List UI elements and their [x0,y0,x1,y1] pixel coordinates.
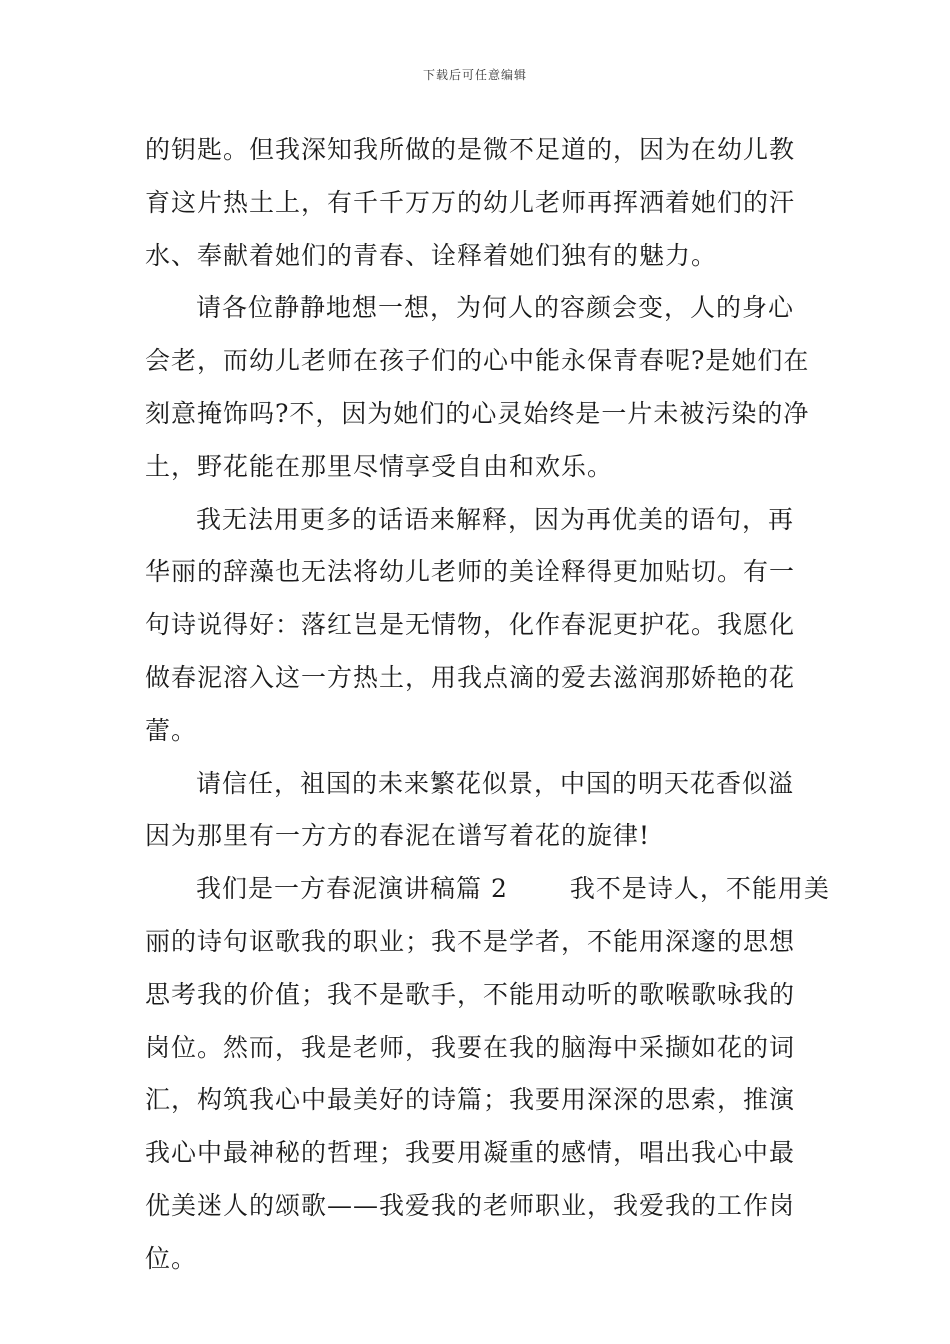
text-line: 会老，而幼儿老师在孩子们的心中能永保青春呢?是她们在 [145,346,810,376]
section-first-text: 我不是诗人，不能用美 [569,874,830,904]
text-line: 我心中最神秘的哲理；我要用凝重的感情，唱出我心中最 [145,1138,796,1168]
text-line: 刻意掩饰吗?不，因为她们的心灵始终是一片未被污染的净 [145,398,810,428]
text-line: 土，野花能在那里尽情享受自由和欢乐。 [145,451,614,481]
text-line: 水、奉献着她们的青春、诠释着她们独有的魅力。 [145,240,718,270]
text-line: 因为那里有一方方的春泥在谱写着花的旋律! [145,821,651,851]
text-line: 岗位。然而，我是老师，我要在我的脑海中采撷如花的词 [145,1032,796,1062]
text-line: 育这片热土上，有千千万万的幼儿老师再挥洒着她们的汗 [145,187,796,217]
text-line: 句诗说得好：落红岂是无情物，化作春泥更护花。我愿化 [145,610,796,640]
text-line: 位。 [145,1243,198,1273]
text-line: 思考我的价值；我不是歌手，不能用动听的歌喉歌咏我的 [145,979,796,1009]
paragraph-start-line: 请信任，祖国的未来繁花似景，中国的明天花香似溢 [196,768,795,798]
document-body [145,124,830,1286]
text-line: 蕾。 [145,715,198,745]
text-line: 汇，构筑我心中最美好的诗篇；我要用深深的思索，推演 [145,1085,796,1115]
section-heading: 我们是一方春泥演讲稿篇 2 [196,874,508,904]
paragraph-start-line: 我无法用更多的话语来解释，因为再优美的语句，再 [196,504,795,534]
section-heading-line [145,863,830,916]
page-header: 下载后可任意编辑 [422,68,527,82]
paragraph-start-line: 请各位静静地想一想，为何人的容颜会变，人的身心 [196,293,795,323]
text-line: 优美迷人的颂歌——我爱我的老师职业，我爱我的工作岗 [145,1190,796,1220]
text-line: 做春泥溶入这一方热土，用我点滴的爱去滋润那娇艳的花 [145,662,796,692]
text-line: 华丽的辞藻也无法将幼儿老师的美诠释得更加贴切。有一 [145,557,796,587]
text-line: 的钥匙。但我深知我所做的是微不足道的，因为在幼儿教 [145,135,796,164]
text-line: 丽的诗句讴歌我的职业；我不是学者，不能用深邃的思想 [145,926,796,956]
